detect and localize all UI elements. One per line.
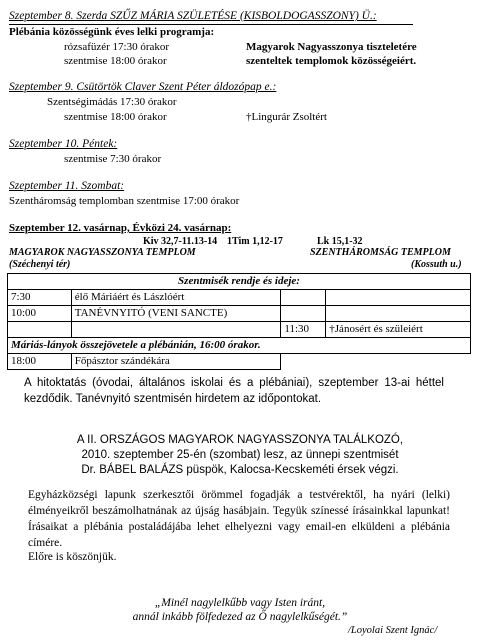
notice-meeting: [30, 433, 450, 478]
sep8-underline: [9, 24, 413, 25]
church-right-place: (Kossuth u.): [411, 259, 462, 270]
reading-3: Lk 15,1-32: [317, 236, 363, 247]
sep11-heading: Szeptember 11. Szombat:: [9, 180, 125, 192]
quote-line2: annál inkább fölfedezed az Ő nagylelkűségét.”: [132, 611, 348, 623]
table-row: [8, 322, 471, 338]
row-time: 7:30: [8, 290, 72, 306]
reading-1: Kiv 32,7-11.13-14: [143, 236, 218, 247]
table-row: [8, 354, 471, 370]
sep9-heading: Szeptember 9. Csütörtök Claver Szent Péter áldozópap e.:: [9, 81, 277, 93]
notice-meeting-line1: A II. ORSZÁGOS MAGYAROK NAGYASSZONYA TALÁLKOZÓ,: [76, 434, 404, 446]
sep9-intent: †Lingurár Zsoltért: [246, 111, 327, 123]
table-row: [8, 306, 471, 322]
sep8-intent1: Magyarok Nagyasszonya tiszteletére: [246, 41, 417, 53]
sep9-line2: szentmise 18:00 órakor: [64, 111, 167, 123]
right-text: †Jánosért és szüleiért: [326, 322, 471, 338]
notice-newsletter: Egyházközségi lapunk szerkesztői örömmel fogadják a testvérektől, ha nyári (lelki) élményeikről beszámolhatnának az újság hasábjain. Tegyük színessé írásainkkal lapunkat! Írásaikat a plébánia postaládájába lehet elhelyezni vagy email-en elküldeni a plébánia címére.: [28, 489, 450, 549]
church-right: SZENTHÁROMSÁG TEMPLOM: [310, 247, 451, 258]
schedule-subheader: Máriás-lányok összejövetele a plébánián, 16:00 órakor.: [8, 338, 471, 354]
right-time: 11:30: [281, 322, 326, 338]
quote-line1: „Minél nagylelkűbb vagy Isten iránt,: [154, 597, 326, 609]
notice-meeting-line3: Dr. BÁBEL BALÁZS püspök, Kalocsa-Kecskeméti érsek végzi.: [81, 464, 399, 476]
sub-time: 18:00: [8, 354, 72, 370]
reading-2: 1Tim 1,12-17: [227, 236, 283, 247]
sep10-heading: Szeptember 10. Péntek:: [9, 138, 118, 150]
sep8-line1: rózsafüzér 17:30 órakor: [64, 41, 170, 53]
schedule-header: Szentmisék rendje és ideje:: [8, 274, 471, 290]
mass-schedule-table: [7, 273, 471, 370]
table-row: [8, 274, 471, 290]
quote-author: /Loyolai Szent Ignác/: [348, 625, 438, 636]
sub-text: Főpásztor szándékára: [71, 354, 281, 370]
sep8-line2: szentmise 18:00 órakor: [64, 55, 167, 67]
church-left: MAGYAROK NAGYASSZONYA TEMPLOM: [9, 247, 196, 258]
sep8-heading: Szeptember 8. Szerda SZŰZ MÁRIA SZÜLETÉSE (KISBOLDOGASSZONY) Ü.:: [9, 10, 377, 22]
sep12-heading: Szeptember 12. vasárnap, Évközi 24. vasárnap:: [9, 222, 232, 234]
sep9-line1: Szentségimádás 17:30 órakor: [47, 96, 177, 108]
row-time: 10:00: [8, 306, 72, 322]
sep11-line1: Szentháromság templomban szentmise 17:00 órakor: [9, 195, 240, 207]
notice-thanks: Előre is köszönjük.: [28, 551, 117, 563]
row-text: TANÉVNYITÓ (VENI SANCTE): [71, 306, 281, 322]
table-row: [8, 338, 471, 354]
program-title: Plébánia közösségünk éves lelki programja:: [9, 26, 215, 38]
sep8-intent2: szenteltek templomok közösségeiért.: [246, 55, 417, 67]
row-text: élő Máriáért és Lászlóért: [71, 290, 281, 306]
table-row: [8, 290, 471, 306]
notice-meeting-line2: 2010. szeptember 25-én (szombat) lesz, az ünnepi szentmisét: [81, 449, 399, 461]
closing-quote: [40, 596, 440, 624]
notice-religious-education: A hitoktatás (óvodai, általános iskolai és a plébániai), szeptember 13-ai héttel kezdődik. Tanévnyitó szentmisén hirdetem az időpontokat.: [24, 377, 444, 405]
sep10-line1: szentmise 7:30 órakor: [64, 153, 162, 165]
church-left-place: (Széchenyi tér): [9, 259, 71, 270]
